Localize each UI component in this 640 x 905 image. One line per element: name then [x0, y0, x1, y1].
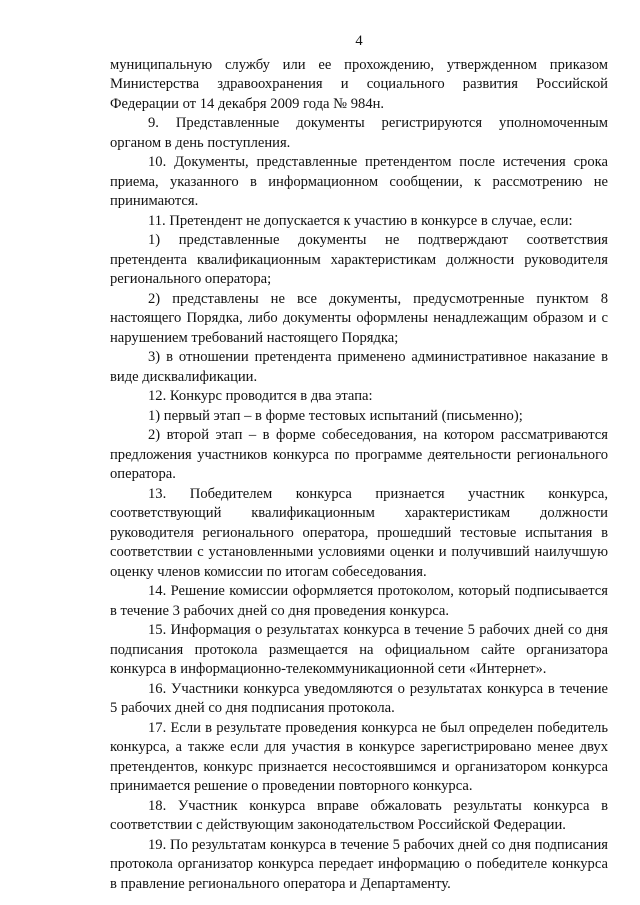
paragraph-item-13: 13. Победителем конкурса признается участник конкурса, соответствующий квалификационным характеристикам должности руководителя регионального оператора, прошедший тестовые испытания в соответствии с установленными условиями оценки и получивший наилучшую оценку членов комиссии по итогам собеседования.	[110, 485, 608, 580]
paragraph-item-11-1: 1) представленные документы не подтверждают соответствия претендента квалификационным характеристикам должности руководителя регионального оператора;	[110, 232, 608, 287]
paragraph-item-11-2: 2) представлены не все документы, предусмотренные пунктом 8 настоящего Порядка, либо документы оформлены ненадлежащим образом и с нарушением требований настоящего Порядка;	[110, 290, 608, 346]
paragraph-item-14: 14. Решение комиссии оформляется протоколом, который подписывается в течение 3 рабочих дней со дня проведения конкурса.	[110, 583, 608, 619]
paragraph-item-10: 10. Документы, представленные претендентом после истечения срока приема, указанного в информационном сообщении, к рассмотрению не принимаются.	[110, 154, 608, 209]
page-number: 4	[355, 33, 363, 49]
paragraph-continuation: муниципальную службу или ее прохождению, утвержденном приказом Министерства здравоохранения и социального развития Российской Федерации от 14 декабря 2009 года № 984н.	[110, 56, 608, 112]
paragraph-item-16: 16. Участники конкурса уведомляются о результатах конкурса в течение 5 рабочих дней со дня подписания протокола.	[110, 680, 608, 716]
paragraph-item-11: 11. Претендент не допускается к участию в конкурсе в случае, если:	[148, 212, 573, 229]
paragraph-item-9: 9. Представленные документы регистрируются уполномоченным органом в день поступления.	[110, 115, 608, 151]
paragraph-item-15: 15. Информация о результатах конкурса в течение 5 рабочих дней со дня подписания протокола размещается на официальном сайте организатора конкурса в информационно-телекоммуникационной сети «Интернет».	[110, 622, 608, 677]
paragraph-item-12-2: 2) второй этап – в форме собеседования, на котором рассматриваются предложения участников конкурса по программе деятельности регионального оператора.	[110, 427, 608, 482]
paragraph-item-12: 12. Конкурс проводится в два этапа:	[148, 388, 373, 404]
paragraph-item-18: 18. Участник конкурса вправе обжаловать результаты конкурса в соответствии с действующим законодательством Российской Федерации.	[110, 797, 608, 833]
paragraph-item-12-1: 1) первый этап – в форме тестовых испытаний (письменно);	[148, 407, 523, 424]
paragraph-item-17: 17. Если в результате проведения конкурса не был определен победитель конкурса, а также если для участия в конкурсе зарегистрировано менее двух претендентов, конкурс признается несостоявшимся и организатором конкурса принимается решение о проведении повторного конкурса.	[110, 719, 608, 794]
document-page	[110, 32, 608, 894]
paragraph-item-19: 19. По результатам конкурса в течение 5 рабочих дней со дня подписания протокола организатор конкурса передает информацию о победителе конкурса в правление регионального оператора и Департаменту.	[110, 836, 608, 892]
paragraph-item-11-3: 3) в отношении претендента применено административное наказание в виде дисквалификации.	[110, 349, 608, 385]
